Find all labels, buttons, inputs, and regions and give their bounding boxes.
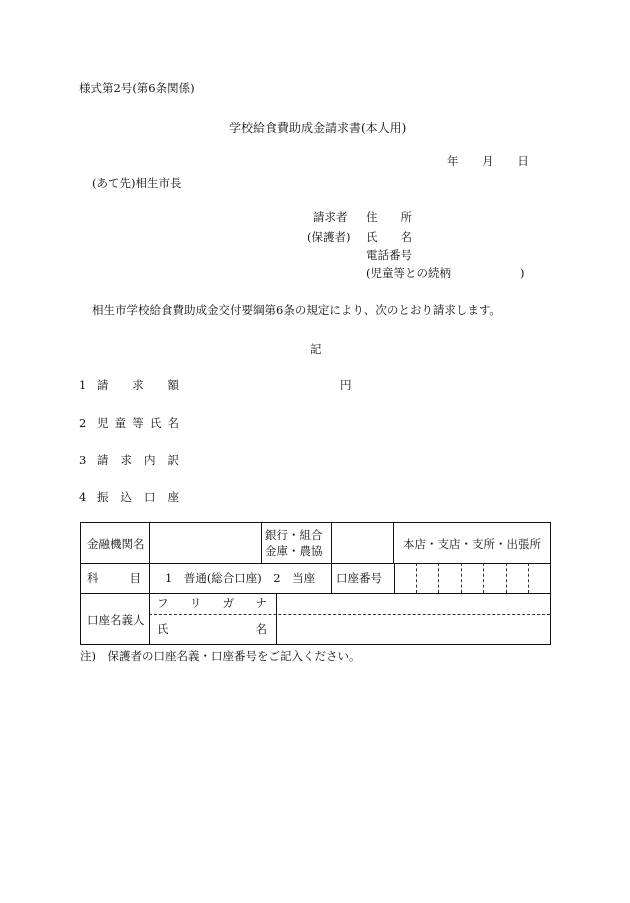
holder-name-char: 名 bbox=[255, 622, 267, 636]
date-day: 日 bbox=[517, 154, 529, 168]
furigana-char: フ bbox=[157, 596, 169, 610]
column-divider bbox=[276, 593, 277, 644]
claimant-label: 請求者 bbox=[313, 210, 348, 224]
item-1-label bbox=[97, 380, 179, 392]
item-4-char: 込 bbox=[120, 490, 132, 504]
item-1-char: 請 bbox=[97, 378, 109, 392]
bank-account-table bbox=[80, 522, 551, 645]
furigana-char: ガ bbox=[222, 596, 235, 610]
footnote: 注) 保護者の口座名義・口座番号をご記入ください。 bbox=[80, 649, 361, 663]
item-2-char: 氏 bbox=[149, 416, 162, 430]
account-holder-label: 口座名義人 bbox=[87, 613, 145, 627]
bank-name-label: 金融機関名 bbox=[87, 537, 145, 551]
name-label: 氏 名 bbox=[366, 230, 412, 244]
furigana-divider bbox=[149, 614, 550, 615]
relation-close: ) bbox=[520, 266, 525, 280]
row-divider bbox=[81, 593, 550, 594]
digit-divider bbox=[483, 563, 484, 593]
item-2-char: 等 bbox=[132, 416, 144, 430]
account-number-label: 口座番号 bbox=[336, 571, 382, 585]
item-3-char: 求 bbox=[120, 453, 132, 467]
item-4-char: 振 bbox=[97, 490, 109, 504]
item-1-char: 求 bbox=[132, 378, 144, 392]
column-divider bbox=[331, 563, 332, 593]
branch-type-label: 本店・支店・支所・出張所 bbox=[403, 537, 541, 551]
item-3-char: 訳 bbox=[167, 453, 179, 467]
digit-divider bbox=[438, 563, 439, 593]
subject-char: 科 bbox=[87, 571, 99, 585]
item-4-label bbox=[97, 492, 179, 504]
amount-unit: 円 bbox=[340, 378, 352, 392]
guardian-label: (保護者) bbox=[307, 230, 351, 244]
phone-label: 電話番号 bbox=[366, 248, 412, 262]
address-label: 住 所 bbox=[366, 210, 412, 224]
addressee: (あて先)相生市長 bbox=[92, 176, 182, 190]
item-3-char: 内 bbox=[144, 453, 156, 467]
item-2-char: 名 bbox=[167, 416, 179, 430]
digit-divider bbox=[506, 563, 507, 593]
column-divider bbox=[149, 523, 150, 644]
holder-name-label bbox=[157, 624, 267, 636]
row-divider bbox=[81, 563, 550, 564]
furigana-label bbox=[157, 598, 267, 610]
item-1-char: 額 bbox=[167, 378, 179, 392]
item-2-label bbox=[97, 418, 179, 430]
digit-divider bbox=[416, 563, 417, 593]
item-3-number: 3 bbox=[79, 453, 87, 467]
statement-text: 相生市学校給食費助成金交付要綱第6条の規定により、次のとおり請求します。 bbox=[92, 303, 501, 317]
column-divider bbox=[331, 523, 332, 563]
item-3-char: 請 bbox=[97, 453, 109, 467]
furigana-char: リ bbox=[189, 596, 202, 610]
bank-type-top: 銀行・組合 bbox=[265, 528, 323, 542]
date-year: 年 bbox=[447, 154, 459, 168]
relation-label: (児童等との続柄 bbox=[366, 266, 451, 280]
subject-label bbox=[87, 573, 141, 585]
bank-type-bottom: 金庫・農協 bbox=[265, 544, 323, 558]
item-1-number: 1 bbox=[79, 378, 87, 392]
item-4-number: 4 bbox=[79, 490, 87, 504]
account-type-options: 1 普通(総合口座) 2 当座 bbox=[165, 571, 316, 585]
item-4-char: 口 bbox=[144, 490, 156, 504]
item-4-char: 座 bbox=[167, 490, 179, 504]
furigana-char: ナ bbox=[255, 596, 267, 610]
holder-name-char: 氏 bbox=[157, 622, 169, 636]
item-2-number: 2 bbox=[79, 416, 87, 430]
column-divider bbox=[393, 523, 394, 563]
column-divider bbox=[394, 563, 395, 593]
ki-heading: 記 bbox=[310, 342, 322, 356]
item-3-label bbox=[97, 455, 179, 467]
digit-divider bbox=[461, 563, 462, 593]
date-month: 月 bbox=[482, 154, 494, 168]
subject-char: 目 bbox=[129, 571, 141, 585]
item-2-char: 童 bbox=[114, 416, 127, 430]
date-line bbox=[447, 156, 529, 168]
digit-divider bbox=[528, 563, 529, 593]
item-2-char: 児 bbox=[97, 416, 109, 430]
form-title: 学校給食費助成金請求書(本人用) bbox=[229, 121, 407, 135]
form-label: 様式第2号(第6条関係) bbox=[79, 81, 195, 95]
column-divider bbox=[261, 523, 262, 563]
